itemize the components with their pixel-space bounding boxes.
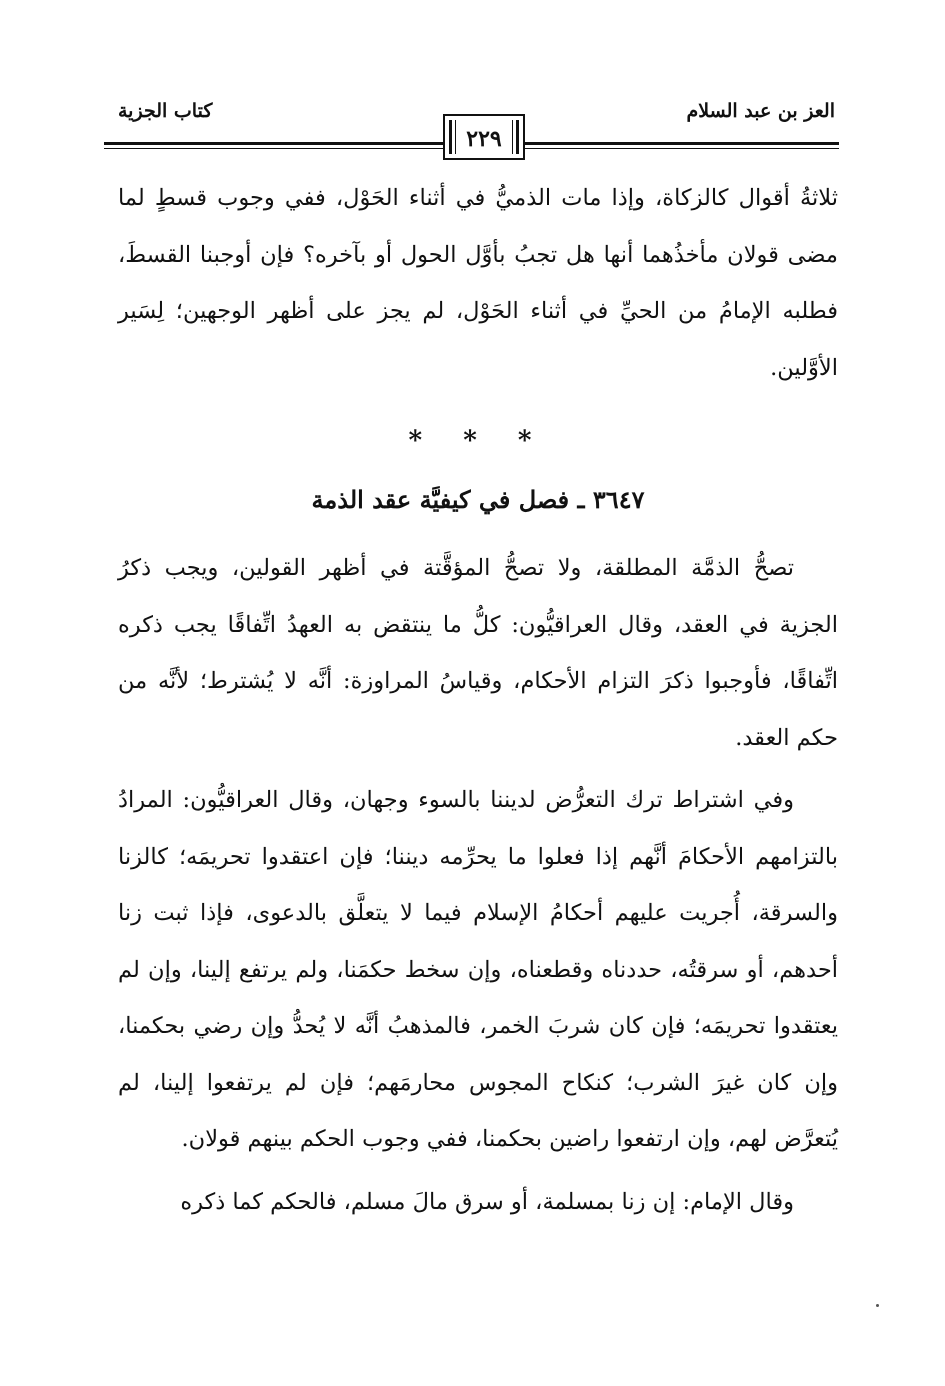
paragraph-2: وفي اشتراط ترك التعرُّض لديننا بالسوء وجهان، وقال العراقيُّون: المرادُ بالتزامهم الأحكامَ أنَّهم إذا فعلوا ما يحرِّمه ديننا؛ فإن اعتقدوا تحريمَه؛ كالزنا والسرقة، أُجريت عليهم أحكامُ الإسلام فيما لا يتعلَّق بالدعوى، فإذا ثبت زنا أحدهم، أو سرقتُه، حددناه وقطعناه، وإن سخط حكمَنا، ولم يرتفع إلينا، وإن لم يعتقدوا تحريمَه؛ فإن كان شربَ الخمر، فالمذهبُ أنَّه لا يُحدُّ وإن رضي بحكمنا، وإن كان غيرَ الشرب؛ كنكاح المجوس محارمَهم؛ فإن لم يرتفعوا إلينا، لم يُتعرَّض لهم، وإن ارتفعوا راضين بحكمنا، ففي وجوب الحكم بينهم قولان. <box>118 787 838 1152</box>
paragraph-3: وقال الإمام: إن زنا بمسلمة، أو سرق مالَ مسلم، فالحكم كما ذكره <box>180 1188 794 1215</box>
running-header-book: كتاب الجزية <box>118 100 213 122</box>
section-separator: * * * <box>408 426 548 456</box>
page-body <box>118 170 838 1230</box>
section-heading: ٣٦٤٧ ـ فصل في كيفيَّة عقد الذمة <box>311 485 645 514</box>
print-speck <box>876 1304 879 1307</box>
paragraph-1: تصحُّ الذمَّة المطلقة، ولا تصحُّ المؤقَّتة في أظهر القولين، ويجب ذكرُ الجزية في العقد، وقال العراقيُّون: كلُّ ما ينتقض به العهدُ اتِّفاقًا يجب ذكره اتِّفاقًا، فأوجبوا ذكرَ التزام الأحكام، وقياسُ المراوزة: أنَّه لا يُشترط؛ لأنَّه من حكم العقد. <box>118 555 838 751</box>
paragraph-continuation: ثلاثةُ أقوال كالزكاة، وإذا مات الذميُّ في أثناء الحَوْل، ففي وجوب قسطٍ لما مضى قولان مأخذُهما أنها هل تجبُ بأوَّل الحول أو بآخره؟ فإن أوجبنا القسطَ، فطلبه الإمامُ من الحيِّ في أثناء الحَوْل، لم يجز على أظهر الوجهين؛ لِسَير الأوَّلين. <box>118 185 838 381</box>
running-header-author: العز بن عبد السلام <box>686 100 835 122</box>
page-number-frame <box>443 114 525 160</box>
page-number: ٢٢٩ <box>466 126 502 152</box>
